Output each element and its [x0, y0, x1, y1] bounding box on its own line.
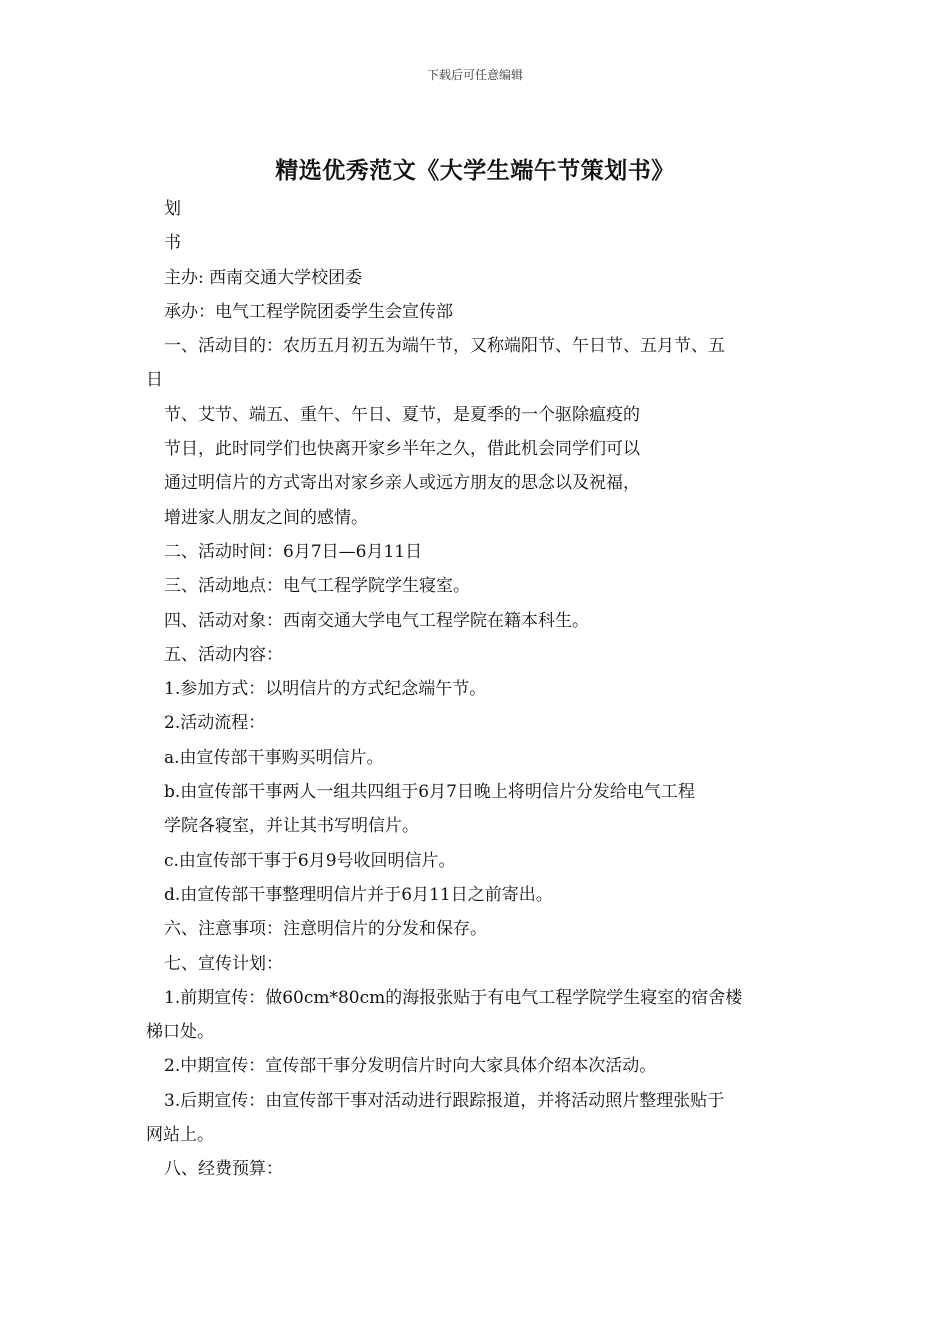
text-line: 五、活动内容：	[164, 644, 283, 665]
text-line: 一、活动目的：农历五月初五为端午节，又称端阳节、午日节、五月节、五	[164, 336, 725, 357]
header-note: 下载后可任意编辑	[426, 68, 523, 82]
text-line: 节、艾节、端五、重午、午日、夏节，是夏季的一个驱除瘟疫的	[164, 404, 640, 425]
text-line: d.由宣传部干事整理明信片并于6月11日之前寄出。	[164, 884, 553, 905]
text-line: 通过明信片的方式寄出对家乡亲人或远方朋友的思念以及祝福，	[164, 473, 640, 494]
text-line: 七、宣传计划：	[164, 953, 283, 974]
text-line: 1.参加方式：以明信片的方式纪念端午节。	[164, 679, 487, 700]
text-line: 学院各寝室，并让其书写明信片。	[164, 816, 419, 837]
document-title: 精选优秀范文《大学生端午节策划书》	[275, 157, 675, 184]
text-line: 日	[146, 370, 163, 391]
text-line: a.由宣传部干事购买明信片。	[164, 747, 384, 768]
text-line: 四、活动对象：西南交通大学电气工程学院在籍本科生。	[164, 610, 589, 631]
text-line: 二、活动时间：6月7日—6月11日	[164, 541, 423, 562]
text-line: 书	[164, 233, 181, 254]
text-line: 2.中期宣传：宣传部干事分发明信片时向大家具体介绍本次活动。	[164, 1056, 657, 1077]
text-line: 1.前期宣传：做60cm*80cm的海报张贴于有电气工程学院学生寝室的宿舍楼	[164, 987, 743, 1008]
text-line: 3.后期宣传：由宣传部干事对活动进行跟踪报道，并将活动照片整理张贴于	[164, 1090, 725, 1111]
text-line: 增进家人朋友之间的感情。	[164, 507, 368, 528]
text-line: 主办: 西南交通大学校团委	[164, 267, 363, 288]
text-line: 2.活动流程：	[164, 713, 266, 734]
document-body	[146, 192, 810, 1187]
text-line: b.由宣传部干事两人一组共四组于6月7日晚上将明信片分发给电气工程	[164, 782, 695, 803]
text-line: 划	[164, 199, 181, 219]
text-line: 网站上。	[146, 1125, 214, 1146]
text-line: c.由宣传部干事于6月9号收回明信片。	[164, 850, 456, 871]
text-line: 节日，此时同学们也快离开家乡半年之久，借此机会同学们可以	[164, 439, 640, 460]
text-line: 六、注意事项：注意明信片的分发和保存。	[164, 919, 487, 940]
text-line: 八、经费预算：	[164, 1159, 283, 1180]
text-line: 三、活动地点：电气工程学院学生寝室。	[164, 576, 470, 597]
text-line: 承办：电气工程学院团委学生会宣传部	[164, 301, 453, 322]
text-line: 梯口处。	[146, 1022, 214, 1043]
